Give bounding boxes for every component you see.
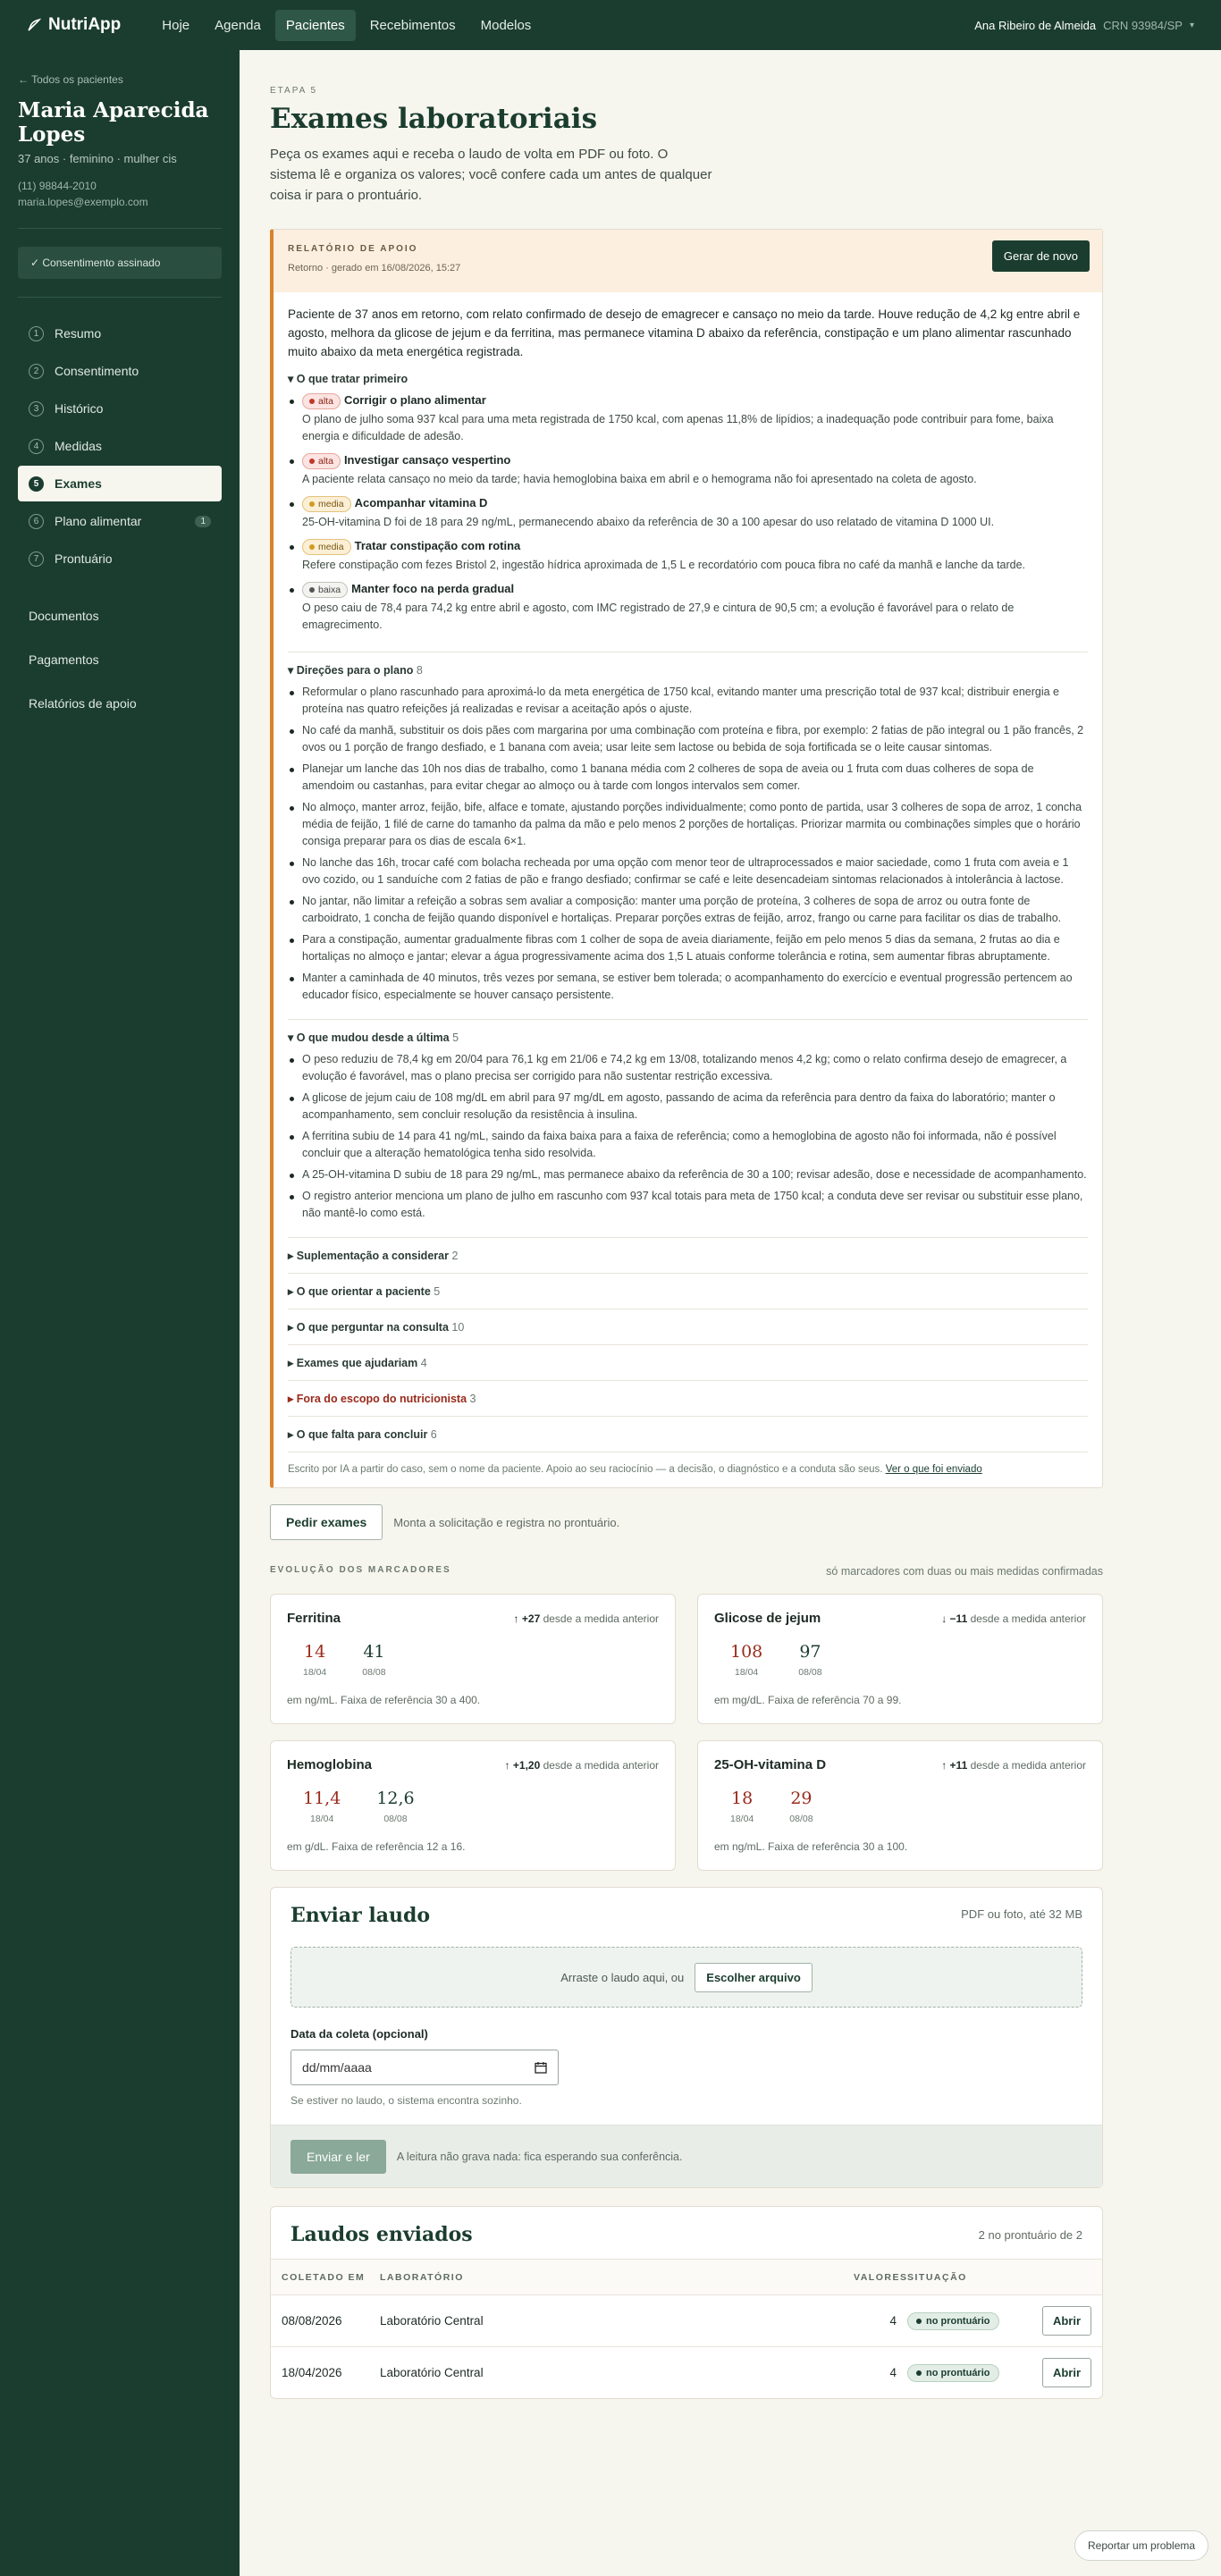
marker-card [270,1594,676,1724]
order-exams-button[interactable]: Pedir exames [270,1504,383,1540]
section-priorities [288,361,1088,652]
column-header: COLETADO EM [282,2271,366,2283]
marker-delta: ↑ +11 desde a medida anterior [941,1759,1086,1772]
status-cell [907,2312,1018,2330]
priority-text: A paciente relata cansaço no meio da tarde; havia hemoglobina baixa em abril e o hemograma não foi apresentado na coleta de agosto. [302,473,977,485]
read-note: A leitura não grava nada: fica esperando sua conferência. [396,2150,683,2163]
change-item: O peso reduziu de 78,4 kg em 20/04 para 76,1 kg em 21/06 e 74,2 kg em 13/08, totalizando menos 4,2 kg; como o relato confirma desejo de emagrecer, a evolução é favorável, mas o plano precisa ser corrigido para não sustentar restrição excessiva. [288,1051,1088,1085]
sent-reports-rows [271,2294,1102,2398]
report-body [274,292,1102,1487]
send-and-read-button[interactable]: Enviar e ler [291,2140,386,2174]
step-exames[interactable] [18,466,222,501]
delta-value: ↑ +1,20 [504,1759,541,1772]
change-item: O registro anterior menciona um plano de julho em rascunho com 937 kcal totais para meta de 1750 kcal; a conduta deve ser revisar ou substituir esse plano, não mantê-lo como está. [288,1188,1088,1222]
section-toggle[interactable] [288,1249,1088,1262]
section-changes [288,1020,1088,1238]
priority-title: Acompanhar vitamina D [354,496,488,509]
marker-date: 18/04 [303,1667,327,1678]
change-item: A ferritina subiu de 14 para 41 ng/mL, saindo da faixa baixa para a faixa de referência; como a hemoglobina de agosto não foi informada, não é possível concluir que a alteração hematológica tenha sido resolvida. [288,1128,1088,1162]
patient-phone: (11) 98844-2010 [18,180,97,192]
marker-card [270,1740,676,1871]
section-count: 6 [430,1428,437,1441]
delta-value: ↑ +11 [941,1759,968,1772]
section-count: 5 [434,1285,441,1298]
marker-values [714,1642,1086,1678]
user-crn: CRN 93984/SP [1103,18,1183,32]
priority-item [288,452,1088,488]
nav-item-agenda[interactable]: Agenda [215,17,261,33]
direction-item: Reformular o plano rascunhado para aproximá-lo da meta energética de 1750 kcal, evitando manter uma prescrição total de 937 kcal; distribuir energia e proteína nas quatro refeições já realizadas e revisar a aceitação após o ajuste. [288,684,1088,718]
status-cell [907,2364,1018,2382]
priority-dot [309,587,315,593]
markers-grid [270,1594,1103,1871]
upload-limit: PDF ou foto, até 32 MB [961,1907,1082,1921]
open-report-button[interactable]: Abrir [1042,2306,1091,2336]
marker-value: 29 08/08 [789,1789,813,1824]
marker-value: 12,6 08/08 [376,1789,415,1824]
triangle-right-icon: ▸ [288,1357,297,1369]
report-footer: Escrito por IA a partir do caso, sem o nome da paciente. Apoio ao seu raciocínio — a decisão, o diagnóstico e a conduta são seus. Ver o que foi enviado [288,1464,982,1475]
collection-date: 18/04/2026 [282,2366,342,2379]
triangle-right-icon: ▸ [288,1250,297,1262]
patient-email: maria.lopes@exemplo.com [18,196,148,208]
report-summary: Paciente de 37 anos em retorno, com relato confirmado de desejo de emagrecer e cansaço no meio da tarde. Houve redução de 4,2 kg entre abril e agosto, melhora da glicose de jejum e da ferritina, mas permanece vitamina D abaixo da referência, constipação e um plano alimentar rascunhado muito abaixo da meta energética registrada. [288,307,1081,358]
marker-values [287,1789,659,1824]
app-logo[interactable] [27,15,121,35]
section-toggle[interactable]: ▾ Direções para o plano 8 [288,664,423,677]
collapsed-section [288,1309,1088,1345]
markers-note: só marcadores com duas ou mais medidas confirmadas [826,1565,1103,1578]
choose-file-button[interactable]: Escolher arquivo [695,1963,812,1992]
sent-reports-count: 2 no prontuário de 2 [978,2228,1082,2242]
main-content [270,50,1103,2399]
values-count: 4 [889,2366,897,2379]
status-dot [916,2319,922,2324]
step-number: 7 [29,551,44,567]
divider [18,297,222,298]
triangle-down-icon: ▾ [288,664,294,677]
calendar-icon[interactable] [535,2061,547,2074]
step-label: Consentimento [55,364,139,378]
support-report [270,229,1103,1488]
table-row [271,2346,1102,2398]
priority-text: 25-OH-vitamina D foi de 18 para 29 ng/mL, permanecendo abaixo da referência de 30 a 100 apesar do uso relatado de vitamina D 1000 UI. [302,516,995,528]
section-toggle[interactable] [288,1320,1088,1334]
upload-form [271,1888,1102,2125]
direction-item: No jantar, não limitar a refeição a sobras sem avaliar a composição: manter uma porção de proteína, 3 colheres de sopa de arroz ou outra fonte de carboidrato, 1 concha de feijão quando disponível e hortaliças. Preparar porções extras de feijão, arroz, frango ou carne para facilitar os dias de trabalho. [288,893,1088,927]
section-title: Exames que ajudariam [296,1357,421,1369]
step-badge: 1 [195,516,211,527]
priority-title: Tratar constipação com rotina [354,539,521,552]
upload-panel [270,1887,1103,2188]
status-badge: no prontuário [907,2364,999,2382]
lab-name: Laboratório Central [380,2366,484,2379]
direction-item: Para a constipação, aumentar gradualmente fibras com 1 colher de sopa de aveia diariamente, feijão em pelo menos 5 dias da semana, 2 frutas ao dia e hortaliças no almoço e jantar; elevar a água progressivamente acima dos 1,5 L atuais conforme tolerância e rotina, sem aumentar fibras abruptamente. [288,931,1088,965]
step-prontuario[interactable] [18,541,222,577]
main-nav [151,10,542,41]
patient-meta: 37 anos · feminino · mulher cis [18,152,177,165]
step-label: Prontuário [55,551,113,566]
priority-item [288,581,1088,634]
markers-header [270,1565,1103,1578]
nav-item-hoje[interactable]: Hoje [162,17,190,33]
section-toggle[interactable] [288,1284,1088,1298]
delta-value: ↓ −11 [941,1612,968,1625]
step-label: Resumo [55,326,102,341]
view-sent-link[interactable]: Ver o que foi enviado [885,1464,982,1475]
sidebar-link-pagamentos[interactable]: Pagamentos [29,652,99,667]
marker-name: Ferritina [287,1611,341,1626]
report-label: RELATÓRIO DE APOIO [288,244,418,254]
priority-text: O plano de julho soma 937 kcal para uma meta registrada de 1750 kcal, com apenas 11,8% de lipídios; a inadequação pode contribuir para fome, baixa energia e dificuldade de adesão. [302,413,1054,442]
section-title: O que perguntar na consulta [296,1321,452,1334]
priority-badge: alta [302,393,341,409]
marker-value: 18 18/04 [730,1789,754,1824]
step-number: 6 [29,514,44,529]
report-problem-button[interactable]: Reportar um problema [1074,2530,1208,2561]
marker-value: 41 08/08 [362,1642,386,1678]
step-number: 3 [29,401,44,417]
patient-contact [18,178,222,210]
section-directions [288,652,1088,1020]
directions-list [288,684,1088,1004]
upload-title: Enviar laudo [291,1904,431,1927]
section-toggle[interactable] [288,1356,1088,1369]
marker-delta: ↑ +27 desde a medida anterior [513,1612,659,1625]
open-report-button[interactable]: Abrir [1042,2358,1091,2387]
step-plano-alimentar[interactable] [18,503,222,539]
sent-reports-panel [270,2206,1103,2399]
triangle-right-icon: ▸ [288,1393,297,1405]
direction-item: Planejar um lanche das 10h nos dias de trabalho, como 1 banana média com 2 colheres de sopa de aveia ou 1 fruta com duas colheres de sopa de amendoim ou castanhas, para evitar chegar ao almoço ou à tarde com longos intervalos sem comer. [288,761,1088,795]
direction-item: No café da manhã, substituir os dois pães com margarina por uma combinação com proteína e fibra, por exemplo: 2 fatias de pão integral ou 1 pão francês, 2 ovos ou 1 porção de frango desfiado, e 1 banana com aveia; usar leite sem lactose ou bebida de soja fortificada se o leite causar sintomas. [288,722,1088,756]
step-medidas[interactable] [18,428,222,464]
date-label: Data da coleta (opcional) [291,2027,428,2041]
nav-item-recebimentos[interactable]: Recebimentos [369,17,456,33]
marker-date: 08/08 [798,1667,822,1678]
step-resumo[interactable] [18,316,222,351]
changes-list [288,1051,1088,1222]
top-bar [0,0,1221,50]
priority-text: O peso caiu de 78,4 para 74,2 kg entre abril e agosto, com IMC registrado de 27,9 e cintura de 90,5 cm; a evolução é favorável para o relato de emagrecimento. [302,602,1015,631]
collapsed-section [288,1345,1088,1381]
marker-values [287,1642,659,1678]
priority-dot [309,399,315,404]
priority-dot [309,459,315,464]
marker-values [714,1789,1086,1824]
marker-value: 11,4 18/04 [303,1789,341,1824]
nav-item-modelos[interactable]: Modelos [480,17,532,33]
priority-badge: baixa [302,582,348,598]
sidebar-link-documentos[interactable]: Documentos [29,609,99,623]
step-list [18,316,222,577]
divider [18,228,222,229]
section-count: 3 [469,1393,476,1405]
marker-reference: em ng/mL. Faixa de referência 30 a 100. [714,1840,908,1853]
collection-date-input[interactable]: dd/mm/aaaa [291,2050,559,2085]
change-item: A glicose de jejum caiu de 108 mg/dL em abril para 97 mg/dL em agosto, passando de acima da referência para dentro da faixa do laboratório; manter o acompanhamento, sem concluir resolução da resistência à insulina. [288,1090,1088,1124]
step-number: 4 [29,439,44,454]
upload-actions [271,2125,1102,2187]
section-title: Fora do escopo do nutricionista [296,1393,470,1405]
order-exams-note: Monta a solicitação e registra no prontuário. [393,1515,620,1529]
section-title: O que orientar a paciente [296,1285,434,1298]
lab-name: Laboratório Central [380,2314,484,2328]
marker-name: Glicose de jejum [714,1611,821,1626]
regenerate-button[interactable]: Gerar de novo [992,240,1090,272]
direction-item: Manter a caminhada de 40 minutos, três vezes por semana, se estiver bem tolerada; o acompanhamento do exercício e eventual progressão pertencem ao educador físico, especialmente se houver cansaço persistente. [288,970,1088,1004]
marker-reference: em mg/dL. Faixa de referência 70 a 99. [714,1694,902,1706]
priority-item [288,495,1088,531]
marker-card [697,1740,1103,1871]
triangle-right-icon: ▸ [288,1321,297,1334]
values-count: 4 [889,2314,897,2328]
step-label: Plano alimentar [55,514,142,528]
triangle-down-icon: ▾ [288,1031,294,1044]
collapsed-sections [288,1238,1088,1452]
priority-dot [309,544,315,550]
marker-date: 18/04 [730,1814,754,1824]
triangle-down-icon: ▾ [288,373,294,385]
direction-item: No lanche das 16h, trocar café com bolacha recheada por uma opção com menor teor de ultraprocessados e maior saciedade, como 1 fruta com aveia e 1 ovo cozido, ou 1 sanduíche com 2 fatias de pão e frango desfiado; confirmar se café e leite desencadeiam sintomas relacionados à intolerância à lactose. [288,854,1088,888]
marker-date: 08/08 [383,1814,408,1824]
priority-text: Refere constipação com fezes Bristol 2, ingestão hídrica aproximada de 1,5 L e recordatório com pouca fibra no café da manhã e lanche da tarde. [302,559,1026,571]
user-name: Ana Ribeiro de Almeida [974,18,1097,32]
collection-date: 08/08/2026 [282,2314,342,2328]
section-count: 10 [451,1321,465,1334]
step-number: 1 [29,326,44,341]
marker-date: 08/08 [362,1667,386,1678]
step-consentimento[interactable] [18,353,222,389]
marker-card [697,1594,1103,1724]
priority-title: Investigar cansaço vespertino [343,453,511,467]
marker-name: 25-OH-vitamina D [714,1757,827,1772]
marker-date: 08/08 [789,1814,813,1824]
marker-reference: em g/dL. Faixa de referência 12 a 16. [287,1840,466,1853]
section-toggle[interactable]: ▾ O que mudou desde a última 5 [288,1031,459,1044]
report-subtitle: Retorno · gerado em 16/08/2026, 15:27 [288,263,461,274]
page-title: Exames laboratoriais [270,103,598,135]
section-toggle[interactable]: ▾ O que tratar primeiro [288,373,408,385]
column-header: SITUAÇÃO [907,2271,967,2283]
chevron-down-icon: ▾ [1189,20,1194,30]
table-header [271,2259,1102,2294]
page-intro: Peça os exames aqui e receba o laudo de volta em PDF ou foto. O sistema lê e organiza os valores; você confere cada um antes de qualquer coisa ir para o prontuário. [270,147,712,203]
date-hint: Se estiver no laudo, o sistema encontra sozinho. [291,2094,522,2107]
section-title: Suplementação a considerar [296,1250,452,1262]
status-badge: no prontuário [907,2312,999,2330]
priority-item [288,538,1088,574]
status-dot [916,2370,922,2376]
app-name: NutriApp [48,15,122,34]
step-label: Exames [55,476,102,491]
section-count: 2 [451,1250,459,1262]
marker-delta: ↓ −11 desde a medida anterior [941,1612,1086,1625]
markers-label: EVOLUÇÃO DOS MARCADORES [270,1565,451,1575]
delta-value: ↑ +27 [513,1612,541,1625]
report-header [274,230,1102,292]
step-label: Medidas [55,439,102,453]
back-to-patients-link[interactable]: ← Todos os pacientes [18,73,123,86]
marker-date: 18/04 [734,1667,759,1678]
priority-badge: media [302,496,351,512]
sidebar-link-relatorios[interactable]: Relatórios de apoio [29,696,137,711]
order-exams-row [270,1504,1103,1540]
section-title: O que falta para concluir [296,1428,431,1441]
step-eyebrow: ETAPA 5 [270,86,318,96]
leaf-icon [27,18,41,32]
patient-sidebar [0,50,240,2576]
priority-dot [309,501,315,507]
sent-reports-title: Laudos enviados [291,2223,473,2246]
marker-value: 97 08/08 [798,1642,822,1678]
step-number: 2 [29,364,44,379]
priority-list [288,392,1088,634]
marker-value: 108 18/04 [730,1642,763,1678]
change-item: A 25-OH-vitamina D subiu de 18 para 29 ng/mL, mas permanece abaixo da referência de 30 a 100; revisar adesão, dose e necessidade de acompanhamento. [288,1166,1088,1183]
table-row [271,2294,1102,2346]
triangle-right-icon: ▸ [288,1285,297,1298]
user-menu[interactable] [974,19,1194,32]
consent-status: ✓ Consentimento assinado [18,247,222,279]
nav-item-pacientes[interactable]: Pacientes [275,10,356,41]
priority-badge: alta [302,453,341,469]
step-number: 5 [29,476,44,492]
collapsed-section [288,1274,1088,1309]
step-historico[interactable] [18,391,222,426]
marker-reference: em ng/mL. Faixa de referência 30 a 400. [287,1694,481,1706]
column-header: VALORES [854,2271,908,2283]
marker-name: Hemoglobina [287,1757,373,1772]
section-toggle[interactable] [288,1392,1088,1405]
section-count: 4 [420,1357,427,1369]
priority-title: Corrigir o plano alimentar [343,393,486,407]
marker-delta: ↑ +1,20 desde a medida anterior [504,1759,659,1772]
marker-date: 18/04 [310,1814,334,1824]
direction-item: No almoço, manter arroz, feijão, bife, alface e tomate, ajustando porções individualmente; como ponto de partida, usar 3 colheres de sopa de arroz, 1 concha média de feijão, 1 filé de carne do tamanho da palma da mão e pelo menos 2 porções de hortaliças. Priorizar marmita ou combinações simples que o horário consiga preparar para os dias de escala 6×1. [288,799,1088,850]
marker-value: 14 18/04 [303,1642,327,1678]
priority-item [288,392,1088,445]
collapsed-section [288,1381,1088,1417]
priority-title: Manter foco na perda gradual [351,582,515,595]
section-toggle[interactable] [288,1427,1088,1441]
collapsed-section [288,1417,1088,1452]
column-header: LABORATÓRIO [380,2271,464,2283]
collapsed-section [288,1238,1088,1274]
patient-name: Maria Aparecida Lopes [18,98,209,147]
step-label: Histórico [55,401,104,416]
triangle-right-icon: ▸ [288,1428,297,1441]
priority-badge: media [302,539,351,555]
drop-zone[interactable]: Arraste o laudo aqui, ou Escolher arquivo [291,1947,1082,2008]
